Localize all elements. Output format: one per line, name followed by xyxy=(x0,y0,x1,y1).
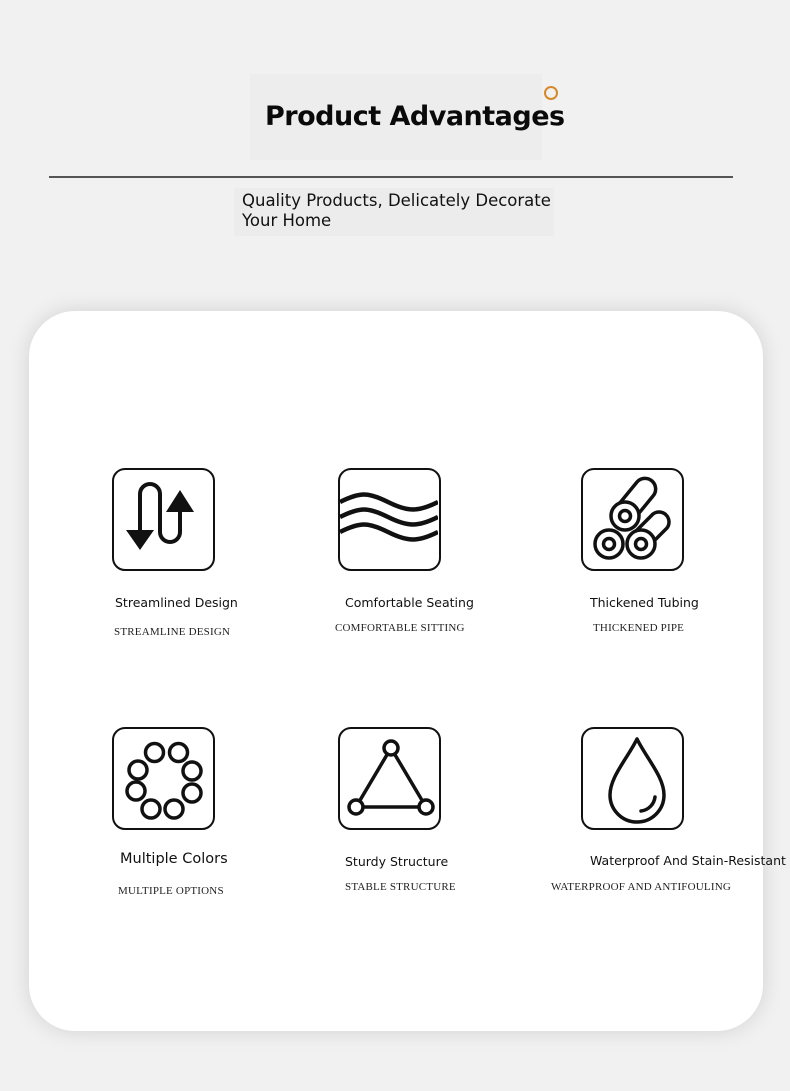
feature-subtitle-comfortable: COMFORTABLE SITTING xyxy=(335,622,465,634)
feature-title-sturdy: Sturdy Structure xyxy=(345,854,449,869)
feature-subtitle-sturdy: STABLE STRUCTURE xyxy=(345,881,456,893)
streamline-arrows-icon xyxy=(112,468,215,571)
page-subtitle: Quality Products, Delicately Decorate Your Home xyxy=(242,191,551,230)
header-divider xyxy=(49,176,733,178)
feature-subtitle-colors: MULTIPLE OPTIONS xyxy=(118,885,224,897)
pipes-icon xyxy=(581,468,684,571)
triangle-structure-icon xyxy=(338,727,441,830)
page-title: Product Advantages xyxy=(265,101,565,132)
feature-title-thickened: Thickened Tubing xyxy=(590,595,699,610)
accent-ring-icon xyxy=(544,86,558,100)
feature-title-comfortable: Comfortable Seating xyxy=(345,595,474,610)
feature-title-colors: Multiple Colors xyxy=(120,851,228,867)
feature-subtitle-waterproof: WATERPROOF AND ANTIFOULING xyxy=(551,881,731,893)
water-drop-icon xyxy=(581,727,684,830)
circle-ring-icon xyxy=(112,727,215,830)
features-card xyxy=(29,311,763,1031)
feature-title-waterproof: Waterproof And Stain-Resistant xyxy=(590,853,786,868)
waves-icon xyxy=(338,468,441,571)
feature-subtitle-streamlined: STREAMLINE DESIGN xyxy=(114,626,231,638)
feature-title-streamlined: Streamlined Design xyxy=(115,595,238,610)
feature-subtitle-thickened: THICKENED PIPE xyxy=(593,622,685,634)
